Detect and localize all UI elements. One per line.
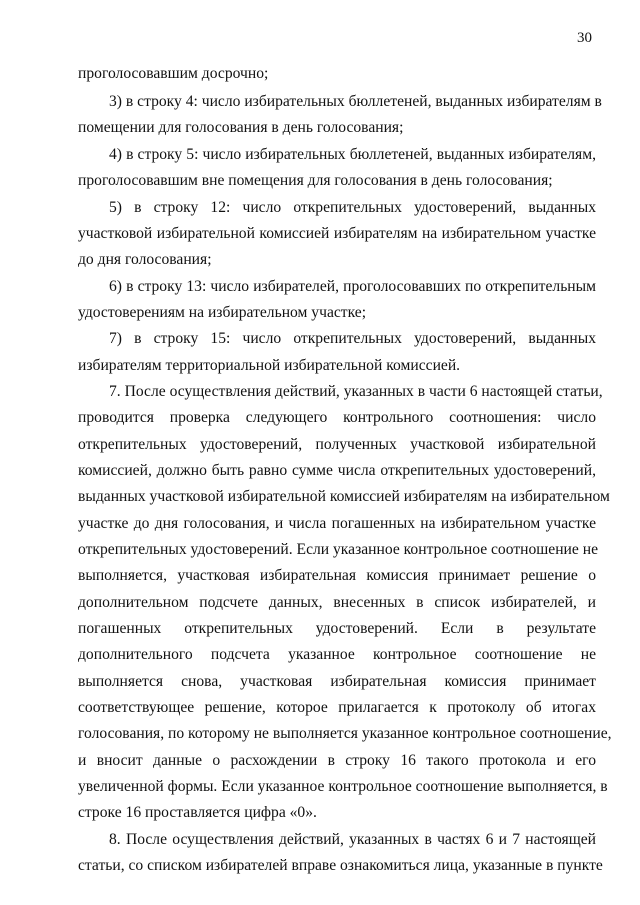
text-line: голосования, по которому не выполняется указанное контрольное соотношение, [78,725,612,742]
text-line: строке 16 проставляется цифра «0». [78,804,317,821]
text-line: 8. После осуществления действий, указанных в частях 6 и 7 настоящей [109,831,596,848]
text-line: 6) в строку 13: число избирателей, проголосовавших по открепительным [109,278,596,295]
text-line: дополнительном подсчете данных, внесенных в список избирателей, и [78,594,596,611]
text-line: выполняется, участковая избирательная комиссия принимает решение о [78,567,596,584]
text-line: 7. После осуществления действий, указанных в части 6 настоящей статьи, [109,383,603,400]
text-line: открепительных удостоверений, полученных участковой избирательной [78,436,596,453]
text-line: открепительных удостоверений. Если указанное контрольное соотношение не [78,541,598,558]
text-line: 4) в строку 5: число избирательных бюллетеней, выданных избирателям, [109,146,596,163]
text-line: участковой избирательной комиссией избирателям на избирательном участке [78,225,596,242]
text-line: погашенных открепительных удостоверений. Если в результате [78,620,596,637]
text-line: избирателям территориальной избирательной комиссией. [78,357,461,374]
text-line: выполняется снова, участковая избирательная комиссия принимает [78,673,596,690]
text-line: соответствующее решение, которое прилагается к протоколу об итогах [78,699,596,716]
text-line: проголосовавшим вне помещения для голосования в день голосования; [78,172,553,189]
text-line: проголосовавшим досрочно; [78,65,269,82]
text-line: и вносит данные о расхождении в строку 16 такого протокола и его [78,752,596,769]
text-line: выданных участковой избирательной комиссией избирателям на избирательном [78,488,610,505]
text-line: комиссией, должно быть равно сумме числа открепительных удостоверений, [78,462,596,479]
text-line: удостоверениям на избирательном участке; [78,304,367,321]
text-line: помещении для голосования в день голосования; [78,119,404,136]
text-line: до дня голосования; [78,251,212,268]
text-line: 7) в строку 15: число открепительных удостоверений, выданных [109,330,596,347]
text-line: 5) в строку 12: число открепительных удостоверений, выданных [109,199,596,216]
page-number: 30 [577,30,592,46]
text-line: 3) в строку 4: число избирательных бюллетеней, выданных избирателям в [109,93,602,110]
text-line: статьи, со списком избирателей вправе ознакомиться лица, указанные в пункте [78,857,603,874]
text-line: проводится проверка следующего контрольного соотношения: число [78,409,596,426]
text-line: увеличенной формы. Если указанное контрольное соотношение выполняется, в [78,778,608,795]
text-line: участке до дня голосования, и числа погашенных на избирательном участке [78,515,596,532]
text-line: дополнительного подсчета указанное контрольное соотношение не [78,646,596,663]
